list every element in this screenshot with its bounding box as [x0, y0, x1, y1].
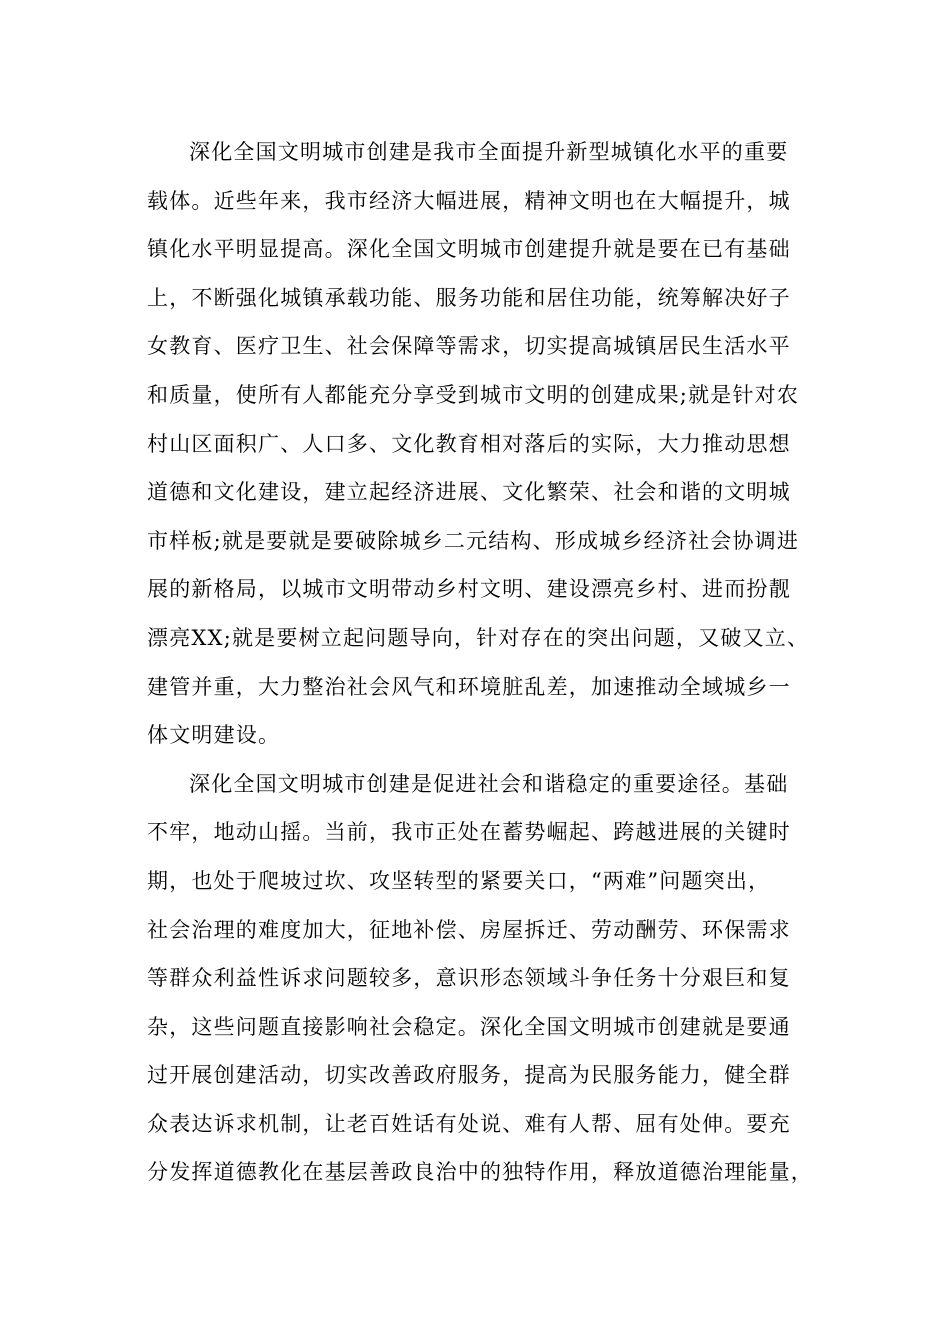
paragraph-1 [147, 128, 827, 760]
paragraph-line: 体文明建设。 [147, 723, 281, 748]
paragraph-line: 过开展创建活动，切实改善政府服务，提高为民服务能力，健全群 [147, 1063, 791, 1088]
paragraph-line: 等群众利益性诉求问题较多，意识形态领域斗争任务十分艰巨和复 [147, 966, 791, 991]
paragraph-2 [147, 760, 827, 1197]
paragraph-line: 不牢，地动山摇。当前，我市正处在蓄势崛起、跨越进展的关键时 [147, 820, 791, 845]
paragraph-line: 深化全国文明城市创建是我市全面提升新型城镇化水平的重要 [189, 140, 789, 164]
paragraph-line: 社会治理的难度加大，征地补偿、房屋拆迁、劳动酬劳、环保需求 [147, 917, 791, 942]
paragraph-line: 载体。近些年来，我市经济大幅进展，精神文明也在大幅提升，城 [147, 188, 791, 213]
paragraph-line: 村山区面积广、人口多、文化教育相对落后的实际，大力推动思想 [147, 431, 791, 456]
paragraph-line: 深化全国文明城市创建是促进社会和谐稳定的重要途径。基础 [189, 771, 789, 796]
paragraph-line: 分发挥道德教化在基层善政良治中的独特作用，释放道德治理能量， [147, 1160, 813, 1185]
paragraph-line: 展的新格局，以城市文明带动乡村文明、建设漂亮乡村、进而扮靓 [147, 577, 791, 602]
paragraph-line: 和质量，使所有人都能充分享受到城市文明的创建成果;就是针对农 [147, 382, 800, 407]
paragraph-line: 女教育、医疗卫生、社会保障等需求，切实提高城镇居民生活水平 [147, 334, 791, 359]
paragraph-line: 建管并重，大力整治社会风气和环境脏乱差，加速推动全域城乡一 [147, 674, 791, 699]
paragraph-line: 镇化水平明显提高。深化全国文明城市创建提升就是要在已有基础 [147, 237, 791, 262]
paragraph-line: 市样板;就是要就是要破除城乡二元结构、形成城乡经济社会协调进 [147, 528, 800, 553]
paragraph-line: 道德和文化建设，建立起经济进展、文化繁荣、社会和谐的文明城 [147, 480, 791, 505]
paragraph-line: 上，不断强化城镇承载功能、服务功能和居住功能，统筹解决好子 [147, 285, 791, 310]
paragraph-line: 杂，这些问题直接影响社会稳定。深化全国文明城市创建就是要通 [147, 1014, 791, 1039]
paragraph-line: 期，也处于爬坡过坎、攻坚转型的紧要关口，“两难”问题突出， [147, 868, 771, 893]
paragraph-line: 漂亮XX;就是要树立起问题导向，针对存在的突出问题，又破又立、 [147, 625, 810, 650]
paragraph-line: 众表达诉求机制，让老百姓话有处说、难有人帮、屈有处伸。要充 [147, 1111, 791, 1136]
document-body [147, 128, 827, 1197]
